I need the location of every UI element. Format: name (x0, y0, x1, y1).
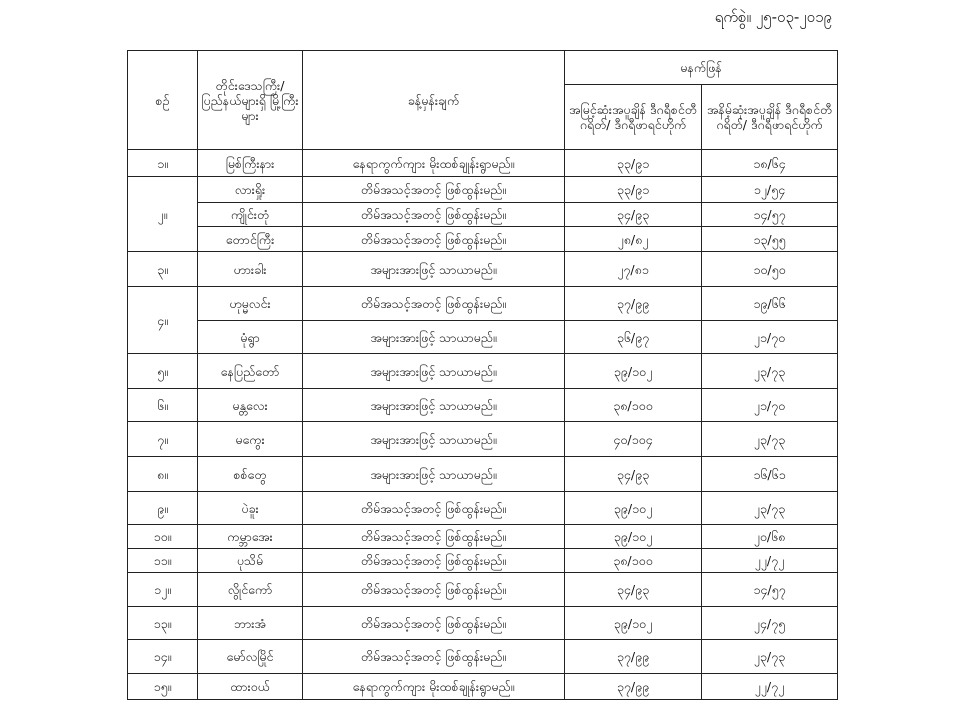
table-row (128, 252, 838, 287)
header-forecast: ခန့်မှန်းချက် (303, 51, 565, 150)
max-temperature: ၃၇/၉၉ (565, 640, 702, 674)
table-row (128, 287, 838, 321)
min-temperature: ၂၀/၆၈ (702, 525, 838, 549)
city-name: ဟုမ္မလင်း (198, 287, 303, 321)
max-temperature: ၂၈/၈၂ (565, 227, 702, 252)
forecast-text: တိမ်အသင့်အတင့် ဖြစ်ထွန်းမည်။ (303, 640, 565, 674)
max-temperature: ၃၉/၁၀၂ (565, 354, 702, 389)
city-name: လွိုင်ကော် (198, 573, 303, 607)
table-row (128, 457, 838, 492)
serial-number: ၉။ (128, 492, 198, 525)
max-temperature: ၂၇/၈၁ (565, 252, 702, 287)
min-temperature: ၂၂/၇၂ (702, 674, 838, 700)
max-temperature: ၃၄/၉၃ (565, 573, 702, 607)
table-row (128, 525, 838, 549)
city-name: နေပြည်တော် (198, 354, 303, 389)
table-row (128, 354, 838, 389)
min-temperature: ၂၃/၇၃ (702, 492, 838, 525)
table-row (128, 549, 838, 573)
table-row (128, 640, 838, 674)
max-temperature: ၃၉/၁၀၂ (565, 525, 702, 549)
city-name: ကျိုင်းတုံ (198, 203, 303, 227)
max-temperature: ၃၃/၉၁ (565, 150, 702, 177)
min-temperature: ၁၀/၅၀ (702, 252, 838, 287)
min-temperature: ၂၃/၇၃ (702, 640, 838, 674)
city-name: မကွေး (198, 422, 303, 457)
weather-forecast-table (127, 50, 838, 700)
max-temperature: ၃၇/၉၉ (565, 287, 702, 321)
serial-number: ၁၁။ (128, 549, 198, 573)
header-max-temp: အမြင့်ဆုံးအပူချိန် ဒီဂရီစင်တီဂရိတ်/ ဒီဂရီဖာရင်ဟိုက် (565, 85, 702, 150)
forecast-text: တိမ်အသင့်အတင့် ဖြစ်ထွန်းမည်။ (303, 607, 565, 640)
max-temperature: ၃၈/၁၀၀ (565, 549, 702, 573)
min-temperature: ၁၉/၆၆ (702, 287, 838, 321)
serial-number: ၁၃။ (128, 607, 198, 640)
forecast-text: အများအားဖြင့် သာယာမည်။ (303, 252, 565, 287)
serial-number: ၁၄။ (128, 640, 198, 674)
serial-number: ၁။ (128, 150, 198, 177)
min-temperature: ၁၄/၅၇ (702, 573, 838, 607)
forecast-text: တိမ်အသင့်အတင့် ဖြစ်ထွန်းမည်။ (303, 227, 565, 252)
table-row (128, 674, 838, 700)
serial-number: ၆။ (128, 389, 198, 422)
city-name: မန္တလေး (198, 389, 303, 422)
max-temperature: ၄၀/၁၀၄ (565, 422, 702, 457)
max-temperature: ၃၃/၉၁ (565, 177, 702, 203)
serial-number: ၁၂။ (128, 573, 198, 607)
table-row (128, 492, 838, 525)
max-temperature: ၃၄/၉၃ (565, 203, 702, 227)
min-temperature: ၂၄/၇၅ (702, 607, 838, 640)
city-name: ထားဝယ် (198, 674, 303, 700)
forecast-text: တိမ်အသင့်အတင့် ဖြစ်ထွန်းမည်။ (303, 573, 565, 607)
header-serial-no: စဉ် (128, 51, 198, 150)
table-row (128, 573, 838, 607)
city-name: ကမ္ဘာအေး (198, 525, 303, 549)
date-label: ရက်စွဲ။ ၂၅-၀၃-၂၀၁၉ (714, 8, 832, 26)
serial-number: ၁၅။ (128, 674, 198, 700)
city-name: လားရှိုး (198, 177, 303, 203)
forecast-text: တိမ်အသင့်အတင့် ဖြစ်ထွန်းမည်။ (303, 492, 565, 525)
city-name: ဘားအံ (198, 607, 303, 640)
serial-number: ၈။ (128, 457, 198, 492)
forecast-text: အများအားဖြင့် သာယာမည်။ (303, 457, 565, 492)
city-name: ပုသိမ် (198, 549, 303, 573)
serial-number: ၂။ (128, 177, 198, 252)
forecast-text: တိမ်အသင့်အတင့် ဖြစ်ထွန်းမည်။ (303, 203, 565, 227)
serial-number: ၇။ (128, 422, 198, 457)
table-row (128, 321, 838, 354)
forecast-text: အများအားဖြင့် သာယာမည်။ (303, 422, 565, 457)
max-temperature: ၃၉/၁၀၂ (565, 492, 702, 525)
forecast-text: တိမ်အသင့်အတင့် ဖြစ်ထွန်းမည်။ (303, 549, 565, 573)
header-min-temp: အနိမ့်ဆုံးအပူချိန် ဒီဂရီစင်တီဂရိတ်/ ဒီဂရီဖာရင်ဟိုက် (702, 85, 838, 150)
forecast-text: အများအားဖြင့် သာယာမည်။ (303, 354, 565, 389)
min-temperature: ၁၃/၅၅ (702, 227, 838, 252)
forecast-text: အများအားဖြင့် သာယာမည်။ (303, 321, 565, 354)
serial-number: ၅။ (128, 354, 198, 389)
header-tomorrow: မနက်ဖြန် (565, 51, 838, 85)
forecast-text: တိမ်အသင့်အတင့် ဖြစ်ထွန်းမည်။ (303, 525, 565, 549)
city-name: မြစ်ကြီးနား (198, 150, 303, 177)
table-row (128, 607, 838, 640)
forecast-text: တိမ်အသင့်အတင့် ဖြစ်ထွန်းမည်။ (303, 287, 565, 321)
city-name: ဟားခါး (198, 252, 303, 287)
max-temperature: ၃၄/၉၃ (565, 457, 702, 492)
min-temperature: ၂၁/၇၀ (702, 321, 838, 354)
table-row (128, 227, 838, 252)
max-temperature: ၃၆/၉၇ (565, 321, 702, 354)
city-name: တောင်ကြီး (198, 227, 303, 252)
forecast-text: နေရာကွက်ကျား မိုးထစ်ချုန်းရွာမည်။ (303, 674, 565, 700)
city-name: မုံရွာ (198, 321, 303, 354)
table-row (128, 422, 838, 457)
max-temperature: ၃၈/၁၀၀ (565, 389, 702, 422)
min-temperature: ၁၄/၅၇ (702, 203, 838, 227)
forecast-text: နေရာကွက်ကျား မိုးထစ်ချုန်းရွာမည်။ (303, 150, 565, 177)
city-name: ပဲခူး (198, 492, 303, 525)
min-temperature: ၂၁/၇၀ (702, 389, 838, 422)
table-row (128, 177, 838, 203)
min-temperature: ၂၂/၇၂ (702, 549, 838, 573)
header-region: တိုင်းဒေသကြီး/ ပြည်နယ်များရှိ မြို့ကြီးများ (198, 51, 303, 150)
table-row (128, 150, 838, 177)
table-row (128, 203, 838, 227)
min-temperature: ၁၂/၅၄ (702, 177, 838, 203)
serial-number: ၄။ (128, 287, 198, 354)
serial-number: ၁၀။ (128, 525, 198, 549)
min-temperature: ၁၈/၆၄ (702, 150, 838, 177)
min-temperature: ၂၃/၇၃ (702, 422, 838, 457)
min-temperature: ၁၆/၆၁ (702, 457, 838, 492)
min-temperature: ၂၃/၇၃ (702, 354, 838, 389)
table-row (128, 389, 838, 422)
serial-number: ၃။ (128, 252, 198, 287)
city-name: မော်လမြိုင် (198, 640, 303, 674)
max-temperature: ၃၇/၉၉ (565, 674, 702, 700)
max-temperature: ၃၉/၁၀၂ (565, 607, 702, 640)
forecast-text: အများအားဖြင့် သာယာမည်။ (303, 389, 565, 422)
table-body (128, 150, 838, 700)
city-name: စစ်တွေ (198, 457, 303, 492)
forecast-text: တိမ်အသင့်အတင့် ဖြစ်ထွန်းမည်။ (303, 177, 565, 203)
